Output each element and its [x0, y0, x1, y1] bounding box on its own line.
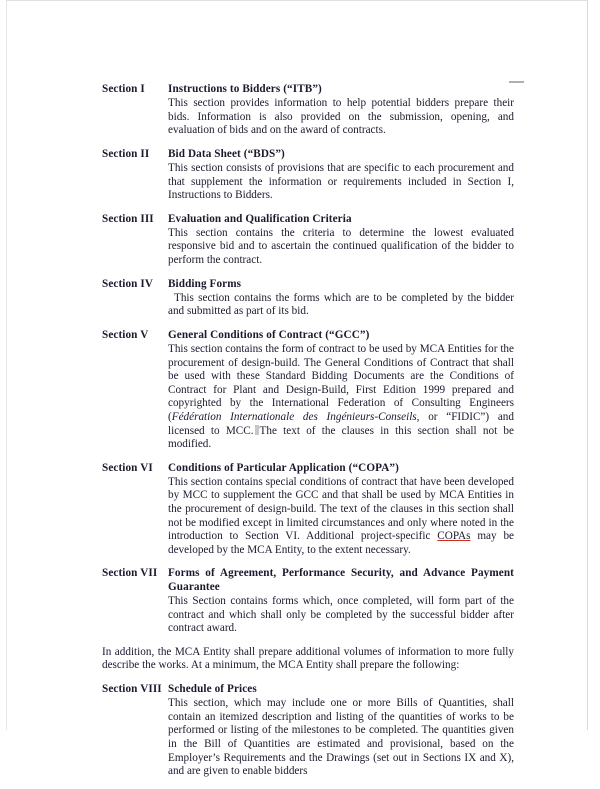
section-label: Section II — [102, 147, 150, 160]
section-entry-viii — [102, 683, 514, 779]
section-paragraph — [168, 343, 514, 452]
section-entry-vii — [102, 567, 514, 635]
section-title-line-2: Guarantee — [168, 581, 220, 593]
section-paragraph: This section contains the forms which are to be completed by the bidder and submitted as part of its bid. — [168, 291, 514, 318]
section-body — [168, 278, 514, 319]
section-label: Section IV — [102, 277, 154, 290]
section-label: Section VII — [102, 567, 158, 580]
section-label: Section III — [102, 212, 154, 225]
section-body — [168, 329, 514, 452]
section-body — [168, 148, 514, 203]
section-title: Bidding Forms — [168, 277, 242, 290]
section-title: Evaluation and Qualification Criteria — [168, 212, 352, 225]
section-paragraph: This section provides information to help potential bidders prepare their bids. Information is also provided on the submission, opening, and evaluation of bids and on the award of contracts. — [168, 97, 514, 137]
section-paragraph: This section, which may include one or more Bills of Quantities, shall contain an itemized description and listing of the quantities of works to be performed or listing of the milestones to be completed. The quantities given in the Bill of Quantities are estimated and provisional, based on the Employer’s Requirements and the Drawings (set out in Sections IX and X), and are given to enable bidders — [168, 697, 514, 778]
section-label: Section VI — [102, 461, 153, 474]
section-body — [168, 462, 514, 558]
section-title: Bid Data Sheet (“BDS”) — [168, 147, 285, 160]
paragraph-text-tail: may be developed by the MCA Entity, to the extent necessary. — [168, 530, 515, 556]
section-title: General Conditions of Contract (“GCC”) — [168, 328, 370, 341]
section-entry-ii — [102, 148, 514, 203]
section-title-line-1: Forms of Agreement, Performance Security, and Advance Payment — [168, 567, 514, 580]
section-body — [168, 83, 514, 138]
section-body — [168, 213, 514, 268]
document-content — [102, 83, 514, 789]
organization-name-italic: Fédération Internationale des Ingénieurs-Conseils — [171, 410, 417, 423]
section-label: Section I — [102, 83, 145, 95]
section-title: Instructions to Bidders (“ITB”) — [168, 83, 322, 95]
document-page — [6, 0, 588, 778]
section-entry-vi — [102, 462, 514, 558]
paragraph-text-mid: , or “FIDIC”) and licensed to MCC. — [168, 410, 514, 437]
section-paragraph: This Section contains forms which, once completed, will form part of the contract and which shall only be completed by the successful bidder after contract award. — [168, 595, 514, 635]
section-body — [168, 683, 514, 779]
section-entry-i — [102, 83, 514, 138]
section-title — [168, 567, 514, 594]
section-paragraph — [168, 476, 514, 558]
spellcheck-flagged-word[interactable]: COPAs — [437, 530, 471, 543]
section-entry-iv — [102, 278, 514, 319]
section-entry-v — [102, 329, 514, 452]
section-entry-iii — [102, 213, 514, 268]
text-caret[interactable] — [255, 425, 259, 435]
paragraph-text-lead: This section contains special conditions of contract that have been developed by MCC to supplement the GCC and that shall be used by MCA Entities in the procurement of design-build. The text of the clauses in this section shall not be modified except in limited circumstances and only where noted in the introduction to Section VI. Additional project-specific — [168, 475, 514, 543]
section-body — [168, 567, 514, 635]
section-title: Conditions of Particular Application (“COPA”) — [168, 461, 399, 474]
interstitial-paragraph: In addition, the MCA Entity shall prepare additional volumes of information to more fully describe the works. At a minimum, the MCA Entity shall prepare the following: — [102, 645, 514, 672]
section-label: Section V — [102, 328, 149, 341]
paragraph-text-lead: This section contains the form of contract to be used by MCA Entities for the procurement of design-build. The General Conditions of Contract that shall be used with these Standard Bidding Documents are the Conditions of Contract for Plant and Design-Build, First Edition 1999 prepared and copyrighted by the International Federation of Consulting Engineers ( — [168, 343, 514, 423]
paragraph-text-tail: The text of the clauses in this section shall not be modified. — [168, 424, 514, 451]
section-paragraph: This section consists of provisions that are specific to each procurement and that supplement the information or requirements included in Section I, Instructions to Bidders. — [168, 161, 514, 202]
section-paragraph: This section contains the criteria to determine the lowest evaluated responsive bid and to ascertain the continued qualification of the bidder to perform the contract. — [168, 226, 514, 267]
section-label: Section VIII — [102, 683, 162, 696]
section-title: Schedule of Prices — [168, 683, 257, 696]
